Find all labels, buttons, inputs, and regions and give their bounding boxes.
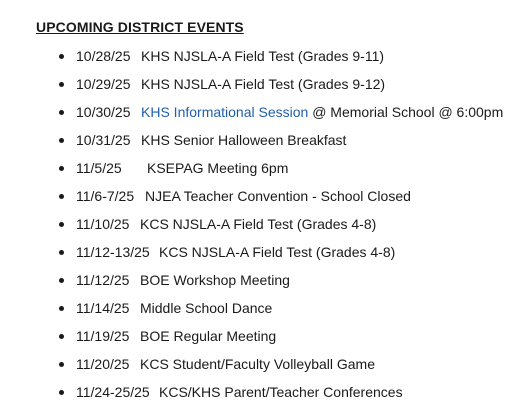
event-date: 11/20/25 — [76, 356, 130, 372]
event-date: 11/12/25 — [76, 272, 130, 288]
bullet-icon — [59, 250, 64, 255]
list-item — [0, 326, 508, 354]
list-item — [0, 74, 508, 102]
event-title: Middle School Dance — [140, 300, 273, 316]
event-date: 11/12-13/25 — [76, 244, 150, 260]
bullet-icon — [59, 390, 64, 395]
event-title: KCS Student/Faculty Volleyball Game — [140, 356, 376, 372]
event-date: 11/24-25/25 — [76, 384, 150, 400]
bullet-icon — [59, 54, 64, 59]
event-date: 11/19/25 — [76, 328, 130, 344]
list-item — [0, 242, 508, 270]
list-item — [0, 298, 508, 326]
event-date: 11/10/25 — [76, 216, 130, 232]
event-title — [141, 102, 503, 122]
list-item — [0, 214, 508, 242]
list-item — [0, 102, 508, 130]
event-date: 11/14/25 — [76, 300, 130, 316]
list-item — [0, 130, 508, 158]
event-date: 10/30/25 — [76, 104, 131, 120]
event-location: @ Memorial School @ 6:00pm — [308, 104, 504, 120]
bullet-icon — [59, 82, 64, 87]
event-date: 10/31/25 — [76, 132, 131, 148]
event-title: BOE Workshop Meeting — [140, 272, 290, 288]
event-title: KHS Senior Halloween Breakfast — [141, 132, 347, 148]
bullet-icon — [59, 222, 64, 227]
event-title: KCS/KHS Parent/Teacher Conferences — [159, 384, 403, 400]
list-item — [0, 186, 508, 214]
bullet-icon — [59, 362, 64, 367]
event-title: KSEPAG Meeting 6pm — [147, 160, 289, 176]
event-title: KHS NJSLA-A Field Test (Grades 9-11) — [141, 48, 385, 64]
bullet-icon — [59, 138, 64, 143]
bullet-icon — [59, 334, 64, 339]
event-title: BOE Regular Meeting — [140, 328, 277, 344]
event-title: KCS NJSLA-A Field Test (Grades 4-8) — [140, 216, 377, 232]
list-item — [0, 354, 508, 382]
event-title: NJEA Teacher Convention - School Closed — [145, 188, 411, 204]
bullet-icon — [59, 166, 64, 171]
bullet-icon — [59, 194, 64, 199]
event-date: 10/29/25 — [76, 76, 131, 92]
events-list — [0, 46, 508, 410]
info-session-link[interactable]: KHS Informational Session — [141, 104, 309, 120]
list-item — [0, 270, 508, 298]
event-date: 10/28/25 — [76, 48, 131, 64]
events-heading: UPCOMING DISTRICT EVENTS — [36, 19, 244, 35]
event-title: KHS NJSLA-A Field Test (Grades 9-12) — [141, 76, 386, 92]
bullet-icon — [59, 306, 64, 311]
list-item — [0, 382, 508, 410]
bullet-icon — [59, 278, 64, 283]
event-date: 11/6-7/25 — [76, 188, 135, 204]
bullet-icon — [59, 110, 64, 115]
event-date: 11/5/25 — [76, 160, 122, 176]
event-title: KCS NJSLA-A Field Test (Grades 4-8) — [159, 244, 396, 260]
list-item — [0, 46, 508, 74]
list-item — [0, 158, 508, 186]
